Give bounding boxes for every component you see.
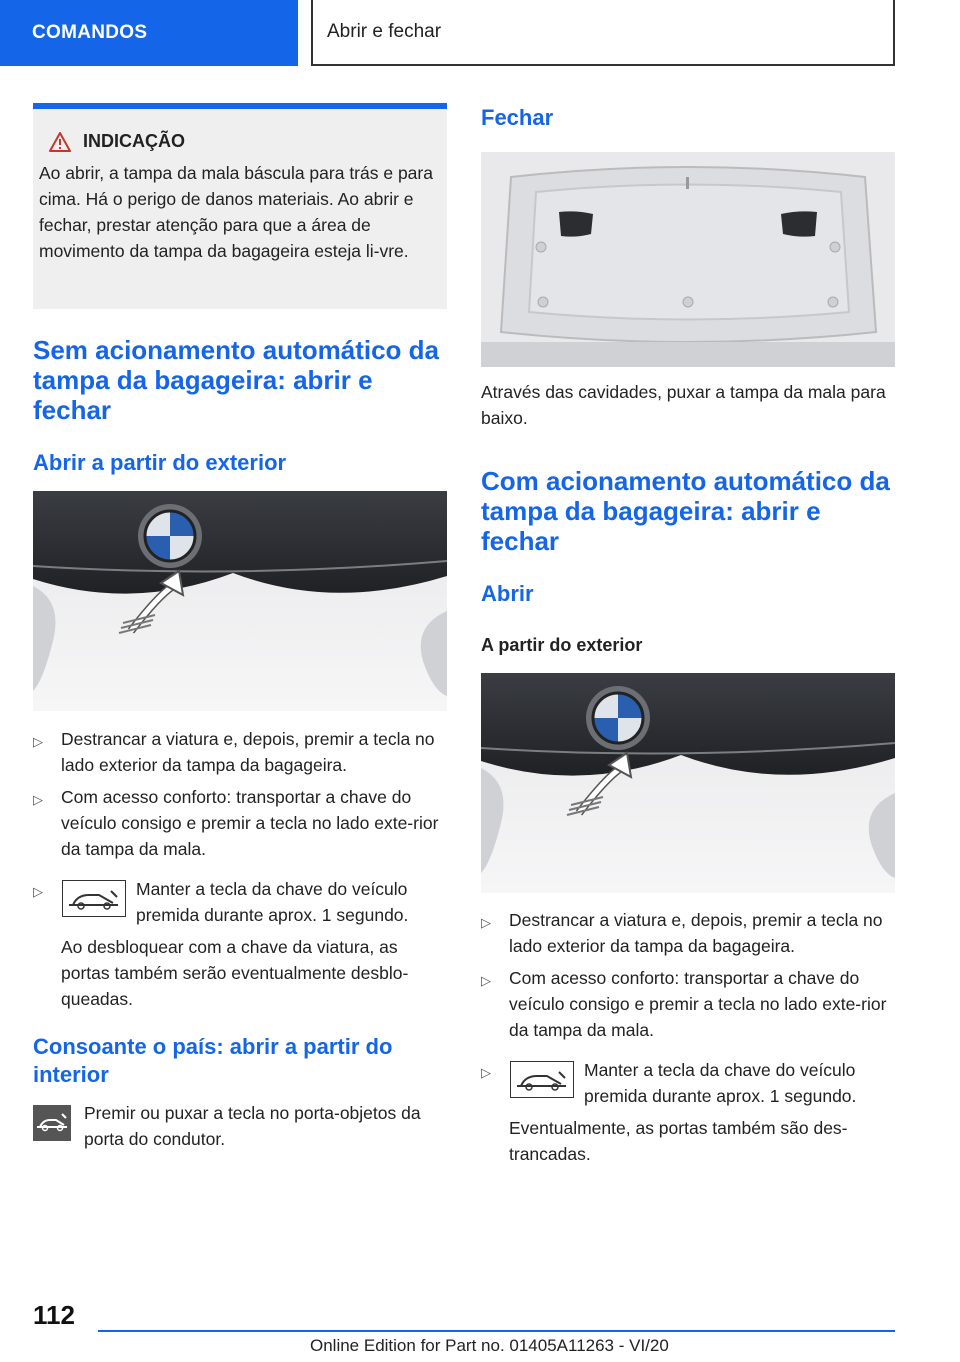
section-title: COMANDOS xyxy=(32,22,148,43)
close-text: Através das cavidades, puxar a tampa da mala para baixo. xyxy=(481,382,886,428)
warning-box xyxy=(33,103,447,309)
bullet-triangle-icon: ▷ xyxy=(33,734,43,749)
interior-text: Premir ou puxar a tecla no porta-objetos da porta do condutor. xyxy=(84,1103,421,1149)
footer-divider xyxy=(98,1330,895,1332)
trunk-button-illustration xyxy=(33,491,447,711)
footer-edition: Online Edition for Part no. 01405A11263 - VI/20 xyxy=(310,1336,669,1355)
car-trunk-button-icon xyxy=(33,1105,71,1141)
bullet-text: Com acesso conforto: transportar a chave do veículo consigo e premir a tecla no lado exte-rior da tampa da mala. xyxy=(509,968,887,1040)
bullet-item xyxy=(33,784,447,862)
bullet-item xyxy=(481,965,895,1043)
bullet-text: Destrancar a viatura e, depois, premir a tecla no lado exterior da tampa da bagageira. xyxy=(509,910,883,956)
heading-close: Fechar xyxy=(481,105,554,130)
heading-interior: Consoante o país: abrir a partir do interior xyxy=(33,1034,393,1087)
section-tab xyxy=(0,0,298,66)
bullet-text: Com acesso conforto: transportar a chave do veículo consigo e premir a tecla no lado exte-rior da tampa da mala. xyxy=(61,787,439,859)
warning-text: Ao abrir, a tampa da mala báscula para trás e para cima. Há o perigo de danos materiais. Ao abrir e fechar, prestar atenção para que a área de movimento da tampa da bagageira esteja li-vre. xyxy=(39,163,433,261)
heading-open-exterior: Abrir a partir do exterior xyxy=(33,450,287,475)
warning-title: INDICAÇÃO xyxy=(83,131,185,151)
bullet-text: Manter a tecla da chave do veículo premida durante aprox. 1 segundo. xyxy=(136,879,409,925)
note-text: Eventualmente, as portas também são des-trancadas. xyxy=(509,1118,848,1164)
trunk-button-photo-2 xyxy=(481,673,895,893)
car-trunk-key-icon xyxy=(62,880,126,917)
bullet-triangle-icon: ▷ xyxy=(481,973,491,988)
trunk-button-photo xyxy=(33,491,447,711)
page-number: 112 xyxy=(33,1300,75,1330)
heading-exterior: A partir do exterior xyxy=(481,635,643,655)
chapter-tab xyxy=(311,0,895,66)
car-trunk-key-icon xyxy=(510,1061,574,1098)
bullet-item xyxy=(481,907,895,959)
bullet-triangle-icon: ▷ xyxy=(481,915,491,930)
note-text: Ao desbloquear com a chave da viatura, as portas também serão eventualmente desblo-queadas. xyxy=(61,937,409,1009)
bullet-item xyxy=(481,1057,895,1109)
warning-header xyxy=(49,131,433,152)
bullet-triangle-icon: ▷ xyxy=(33,792,43,807)
trunk-lid-interior-photo xyxy=(481,152,895,367)
heading-no-auto: Sem acionamento automático da tampa da bagageira: abrir e fechar xyxy=(33,335,439,425)
bullet-triangle-icon: ▷ xyxy=(33,884,43,899)
chapter-title: Abrir e fechar xyxy=(327,21,442,42)
bullet-item xyxy=(33,876,447,928)
bullet-item xyxy=(33,726,447,778)
warning-triangle-icon xyxy=(49,132,71,152)
heading-auto: Com acionamento automático da tampa da bagageira: abrir e fechar xyxy=(481,466,890,556)
trunk-lid-illustration xyxy=(481,152,895,367)
heading-open: Abrir xyxy=(481,581,534,606)
bullet-text: Destrancar a viatura e, depois, premir a tecla no lado exterior da tampa da bagageira. xyxy=(61,729,435,775)
bullet-text: Manter a tecla da chave do veículo premida durante aprox. 1 segundo. xyxy=(584,1060,857,1106)
bullet-triangle-icon: ▷ xyxy=(481,1065,491,1080)
trunk-button-illustration-2 xyxy=(481,673,895,893)
